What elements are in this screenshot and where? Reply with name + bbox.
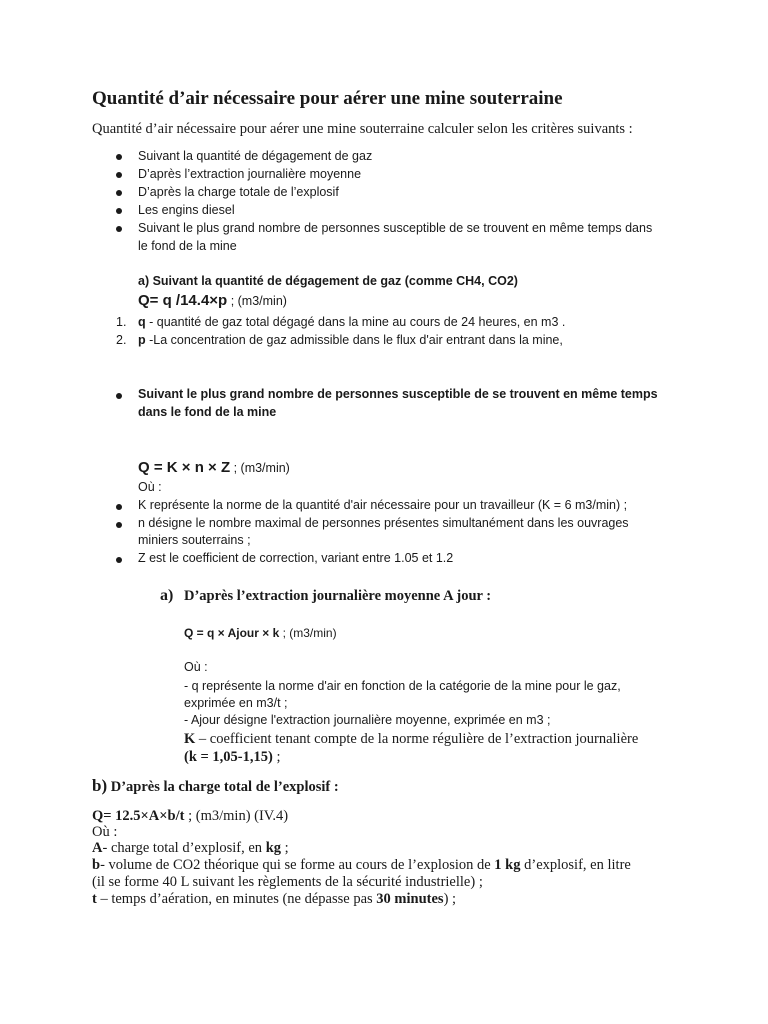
list-item: K représente la norme de la quantité d'air nécessaire pour un travailleur (K = 6 m3/min) ;	[138, 498, 628, 512]
bullet-icon	[116, 154, 122, 160]
criteria-item: Suivant le plus grand nombre de personnes susceptible de se trouvent en même temps dans	[138, 221, 653, 235]
list-item	[138, 315, 565, 329]
list-item: n désigne le nombre maximal de personnes présentes simultanément dans les ouvrages	[138, 516, 629, 530]
k-range: (k = 1,05-1,15)	[184, 749, 273, 765]
formula: Q= q /14.4×p	[138, 292, 228, 309]
variable-end: ;	[281, 840, 289, 856]
variable-key: K	[184, 731, 196, 747]
criteria-item: Suivant la quantité de dégagement de gaz	[138, 149, 373, 163]
bullet-icon	[116, 504, 122, 510]
section-gas-heading: a) Suivant la quantité de dégagement de gaz (comme CH4, CO2)	[138, 274, 518, 288]
bullet-icon	[116, 557, 122, 563]
variable-text-end: d’explosif, en litre	[520, 857, 631, 873]
formula: Q= 12.5×A×b/t	[92, 808, 185, 824]
variable-key: t	[92, 891, 97, 907]
formula: Q = q × Ajour × k	[184, 626, 280, 640]
section-heading-text: D’après la charge total de l’explosif :	[107, 779, 339, 795]
variable-text: - volume de CO2 théorique qui se forme au cours de l’explosion de	[100, 857, 495, 873]
variable-text: – temps d’aération, en minutes (ne dépasse pas	[96, 891, 377, 907]
variable-key: b	[92, 857, 101, 873]
formula-unit: ; (m3/min) (IV.4)	[184, 808, 289, 824]
criteria-item: D’après l’extraction journalière moyenne	[138, 167, 362, 181]
criteria-item: Les engins diesel	[138, 203, 235, 217]
ou-label: Où :	[92, 824, 118, 840]
a-definition	[92, 840, 289, 857]
list-number: 1.	[116, 315, 127, 329]
section-persons-heading: Suivant le plus grand nombre de personnes susceptible de se trouvent en même temps	[138, 387, 658, 401]
bullet-icon	[116, 172, 122, 178]
variable-end: ) ;	[443, 891, 457, 907]
intro-paragraph: Quantité d’air nécessaire pour aérer une mine souterraine calculer selon les critères suivants :	[92, 121, 633, 137]
section-label: b)	[92, 776, 108, 795]
b-definition	[92, 857, 631, 874]
variable-text: – coefficient tenant compte de la norme régulière de l’extraction journalière	[195, 731, 639, 747]
formula-unit: ; (m3/min)	[227, 294, 287, 308]
section-gas-formula-line	[138, 292, 287, 310]
variable-text: - quantité de gaz total dégagé dans la mine au cours de 24 heures, en m3 .	[145, 315, 566, 329]
definition-line: exprimée en m3/t ;	[184, 696, 288, 710]
bullet-icon	[116, 190, 122, 196]
variable-text: - charge total d’explosif, en	[102, 840, 266, 856]
list-item	[138, 333, 563, 347]
criteria-item: D’après la charge totale de l’explosif	[138, 185, 339, 199]
definition-line: - q représente la norme d'air en fonction de la catégorie de la mine pour le gaz,	[184, 679, 621, 693]
list-number: 2.	[116, 333, 127, 347]
bullet-icon	[116, 522, 122, 528]
section-extraction-formula-line	[184, 626, 337, 640]
bullet-icon	[116, 208, 122, 214]
b-definition-continuation: (il se forme 40 L suivant les règlements de la sécurité industrielle) ;	[92, 874, 483, 890]
section-persons-heading-continuation: dans le fond de la mine	[138, 405, 277, 419]
formula-unit: ; (m3/min)	[230, 461, 290, 475]
definition-line: - Ajour désigne l'extraction journalière moyenne, exprimée en m3 ;	[184, 713, 551, 727]
list-item: Z est le coefficient de correction, variant entre 1.05 et 1.2	[138, 551, 454, 565]
variable-unit: kg	[265, 840, 282, 856]
variable-key: q	[138, 315, 146, 329]
criteria-item-continuation: le fond de la mine	[138, 239, 237, 253]
section-extraction-heading: D’après l’extraction journalière moyenne A jour :	[184, 588, 492, 604]
section-explosive-heading	[92, 776, 339, 796]
section-explosive-formula-line	[92, 808, 288, 825]
variable-key: p	[138, 333, 146, 347]
bullet-icon	[116, 393, 122, 399]
t-definition	[92, 891, 456, 908]
variable-text: -La concentration de gaz admissible dans le flux d'air entrant dans la mine,	[145, 333, 563, 347]
section-persons-formula-line	[138, 459, 290, 477]
variable-key: A	[92, 840, 103, 856]
k-range-end: ;	[272, 749, 281, 765]
ou-label: Où :	[184, 660, 208, 674]
variable-bold: 1 kg	[494, 857, 521, 873]
k-definition	[184, 731, 638, 748]
bullet-icon	[116, 226, 122, 232]
formula: Q = K × n × Z	[138, 459, 231, 476]
section-label: a)	[160, 587, 174, 604]
variable-bold: 30 minutes	[376, 891, 444, 907]
k-range-line	[184, 749, 280, 766]
ou-label: Où :	[138, 480, 162, 494]
page-title: Quantité d’air nécessaire pour aérer une mine souterraine	[92, 88, 563, 109]
formula-unit: ; (m3/min)	[279, 626, 337, 640]
list-item-continuation: miniers souterrains ;	[138, 533, 251, 547]
